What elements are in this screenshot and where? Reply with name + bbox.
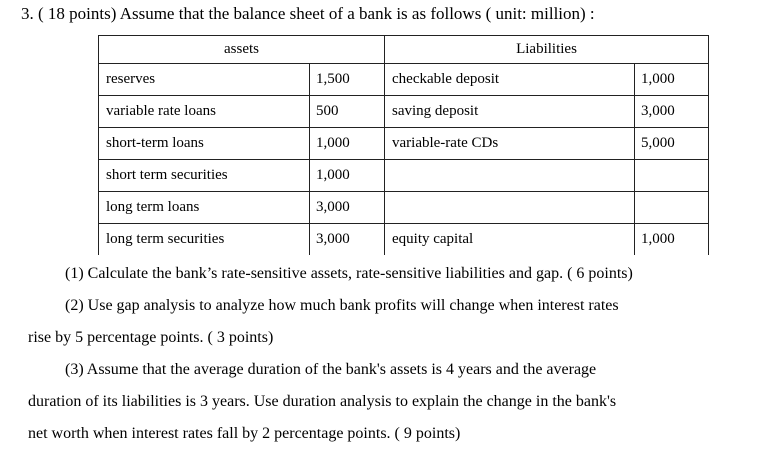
asset-label: long term securities: [99, 224, 310, 256]
table-row: [99, 160, 709, 192]
liability-label: [385, 192, 635, 224]
asset-value: 1,000: [310, 160, 385, 192]
asset-label: short term securities: [99, 160, 310, 192]
liability-value: [635, 160, 709, 192]
part-3-line-2: duration of its liabilities is 3 years. Use duration analysis to explain the change in the bank's: [28, 393, 617, 410]
liabilities-header: Liabilities: [385, 36, 709, 64]
asset-label: variable rate loans: [99, 96, 310, 128]
liability-value: 1,000: [635, 64, 709, 96]
liability-label: equity capital: [385, 224, 635, 256]
part-3-line-1: (3) Assume that the average duration of the bank's assets is 4 years and the average: [65, 361, 597, 378]
table-row: [99, 128, 709, 160]
table-row: [99, 224, 709, 256]
table-row: [99, 192, 709, 224]
balance-sheet-table: [98, 35, 709, 255]
liability-value: 5,000: [635, 128, 709, 160]
assets-header: assets: [99, 36, 385, 64]
liability-value: 1,000: [635, 224, 709, 256]
table-row: [99, 96, 709, 128]
question-title: 3. ( 18 points) Assume that the balance sheet of a bank is as follows ( unit: million) :: [21, 4, 595, 23]
liability-value: 3,000: [635, 96, 709, 128]
table-header-row: [99, 36, 709, 64]
part-1-text: (1) Calculate the bank’s rate-sensitive assets, rate-sensitive liabilities and gap. ( 6 points): [65, 265, 633, 282]
asset-value: 500: [310, 96, 385, 128]
liability-label: [385, 160, 635, 192]
asset-label: reserves: [99, 64, 310, 96]
part-2-line-2: rise by 5 percentage points. ( 3 points): [28, 329, 274, 346]
asset-value: 3,000: [310, 224, 385, 256]
liability-value: [635, 192, 709, 224]
asset-value: 1,500: [310, 64, 385, 96]
liability-label: variable-rate CDs: [385, 128, 635, 160]
part-2-line-1: (2) Use gap analysis to analyze how much bank profits will change when interest rates: [65, 297, 619, 314]
liability-label: saving deposit: [385, 96, 635, 128]
asset-value: 1,000: [310, 128, 385, 160]
asset-label: short-term loans: [99, 128, 310, 160]
part-3-line-3: net worth when interest rates fall by 2 percentage points. ( 9 points): [28, 425, 461, 442]
liability-label: checkable deposit: [385, 64, 635, 96]
asset-label: long term loans: [99, 192, 310, 224]
table-row: [99, 64, 709, 96]
asset-value: 3,000: [310, 192, 385, 224]
